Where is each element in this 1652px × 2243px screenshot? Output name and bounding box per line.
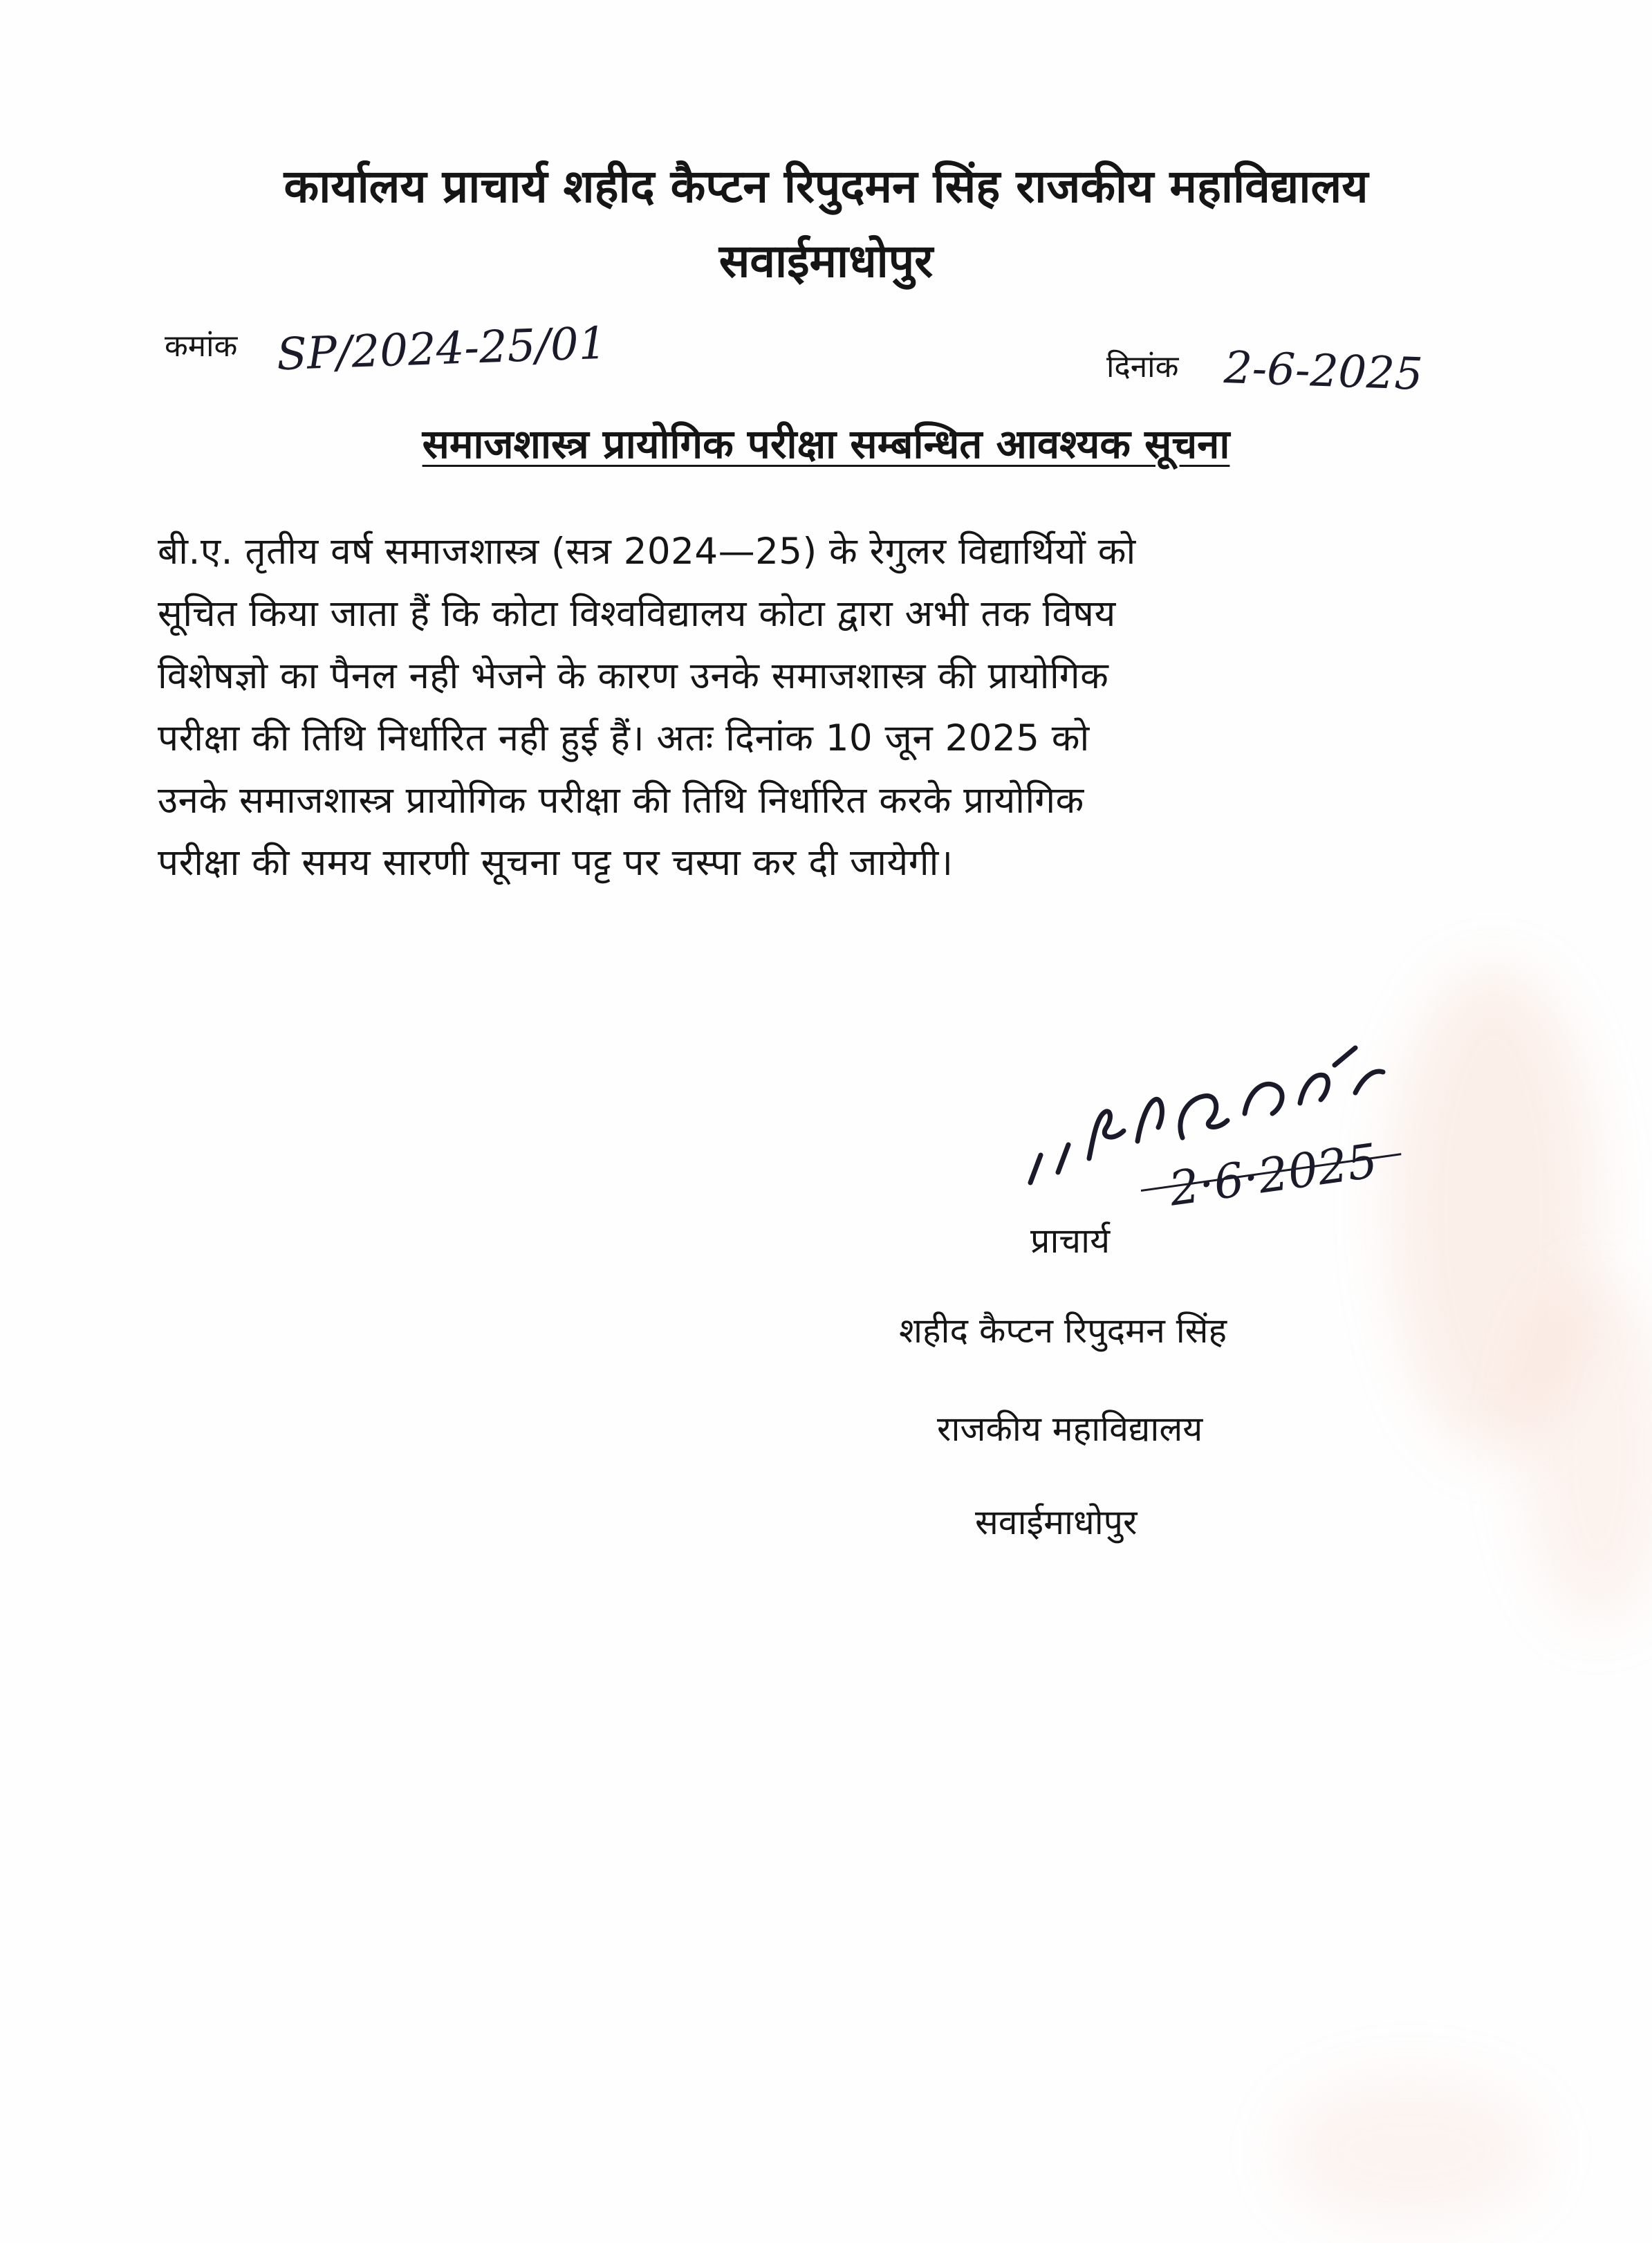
- college-name-line2: राजकीय महाविद्यालय: [937, 1409, 1203, 1449]
- office-city: सवाईमाधोपुर: [718, 234, 934, 288]
- body-line: विशेषज्ञो का पैनल नही भेजने के कारण उनके समाजशास्त्र की प्रायोगिक: [158, 655, 1109, 697]
- college-city: सवाईमाधोपुर: [975, 1502, 1138, 1542]
- date-label: दिनांक: [1106, 349, 1179, 385]
- date-value: 2-6-2025: [1223, 342, 1424, 400]
- designation-title: प्राचार्य: [1030, 1221, 1111, 1261]
- notice-subject: [0, 415, 1652, 470]
- body-line: सूचित किया जाता हैं कि कोटा विश्वविद्यालय कोटा द्वारा अभी तक विषय: [158, 593, 1116, 635]
- office-heading: कार्यालय प्राचार्य शहीद कैप्टन रिपुदमन सिंह राजकीय महाविद्यालय: [284, 160, 1368, 213]
- body-line: बी.ए. तृतीय वर्ष समाजशास्त्र (सत्र 2024—25) के रेगुलर विद्यार्थियों को: [158, 530, 1136, 573]
- body-line: परीक्षा की समय सारणी सूचना पट्ट पर चस्पा कर दी जायेगी।: [158, 842, 954, 884]
- college-name-line1: शहीद कैप्टन रिपुदमन सिंह: [899, 1311, 1227, 1351]
- paper-stain: [1521, 1280, 1652, 1625]
- reference-number: SP/2024-25/01: [275, 317, 608, 381]
- body-line: परीक्षा की तिथि निर्धारित नही हुई हैं। अतः दिनांक 10 जून 2025 को: [158, 717, 1090, 759]
- body-line: उनके समाजशास्त्र प्रायोगिक परीक्षा की तिथि निर्धारित करके प्रायोगिक: [158, 779, 1084, 822]
- signature-date: 2·6·2025: [1165, 1134, 1381, 1217]
- subject-text: समाजशास्त्र प्रायोगिक परीक्षा सम्बन्धित आवश्यक सूचना: [422, 421, 1230, 468]
- reference-label: कमांक: [165, 329, 238, 364]
- paper-stain: [1279, 2075, 1542, 2227]
